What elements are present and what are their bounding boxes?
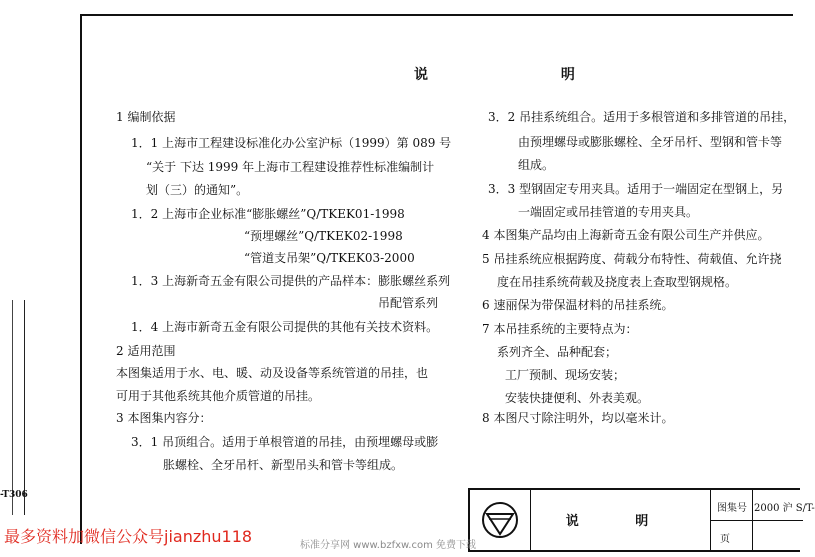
item-1-3-line2: 吊配管系列 <box>378 296 439 310</box>
standard-logo-icon <box>470 490 530 550</box>
item-1-1-line2: “关于 下达 1999 年上海市工程建设推荐性标准编制计 <box>146 160 435 174</box>
item-5-line2: 度在吊挂系统荷载及挠度表上查取型钢规格。 <box>497 275 738 289</box>
item-3-2-line3: 组成。 <box>518 158 555 172</box>
item-3-2-line2: 由预埋螺母或膨胀螺栓、全牙吊杆、型钢和管卡等 <box>518 135 783 149</box>
atlas-no-value-cell <box>753 490 815 521</box>
frame-left-border <box>80 14 82 544</box>
frame-top-border <box>80 14 793 16</box>
item-3-3-line2: 一端固定或吊挂管道的专用夹具。 <box>518 205 699 219</box>
title-block-logo-cell <box>470 490 531 550</box>
title-block-title: 说 明 <box>565 514 675 529</box>
section-2-line1: 本图集适用于水、电、暖、动及设备等系统管道的吊挂，也 <box>116 366 429 380</box>
item-3-2-line1: 3．2 吊挂系统组合。适用于多根管道和多排管道的吊挂， <box>488 110 796 124</box>
item-5-line1: 5 吊挂系统应根据跨度、荷载分布特性、荷载值、允许挠 <box>482 252 782 266</box>
item-7-point2: 工厂预制、现场安装； <box>505 368 626 382</box>
item-1-2-line1: 1．2 上海市企业标准“膨胀螺丝”Q/TKEK01-1998 <box>131 207 405 221</box>
atlas-no-label: 图集号 <box>717 503 747 514</box>
title-block-title-cell <box>530 490 711 550</box>
binding-margin-line <box>12 300 13 515</box>
item-3-1-line2: 胀螺栓、全牙吊杆、新型吊头和管卡等组成。 <box>163 458 404 472</box>
item-1-4: 1．4 上海市新奇五金有限公司提供的其他有关技术资料。 <box>131 320 439 334</box>
item-7-point1: 系列齐全、品种配套； <box>497 345 618 359</box>
section-2-heading: 2 适用范围 <box>116 344 176 358</box>
watermark-wechat: 最多资料加微信公众号jianzhu118 <box>4 527 253 546</box>
item-6: 6 速丽保为带保温材料的吊挂系统。 <box>482 298 674 312</box>
item-8: 8 本图尺寸除注明外，均以毫米计。 <box>482 411 674 425</box>
item-3-3-line1: 3．3 型钢固定专用夹具。适用于一端固定在型钢上，另 <box>488 182 784 196</box>
page-label-cell <box>710 520 753 550</box>
page-title: 说 明 <box>414 67 639 83</box>
page-label: 页 <box>720 534 730 545</box>
section-3-heading: 3 本图集内容分： <box>116 411 212 425</box>
item-1-2-line2: “预埋螺丝”Q/TKEK02-1998 <box>244 229 403 243</box>
item-4: 4 本图集产品均由上海新奇五金有限公司生产并供应。 <box>482 228 770 242</box>
item-1-3-line1: 1．3 上海新奇五金有限公司提供的产品样本：膨胀螺丝系列 <box>131 274 451 288</box>
item-7-point3: 安装快捷便利、外表美观。 <box>505 391 650 405</box>
atlas-no-value: 2000 沪 S/T- <box>754 503 815 514</box>
watermark-site: 标准分享网 www.bzfxw.com 免费下载 <box>300 540 476 551</box>
section-2-line2: 可用于其他系统其他介质管道的吊挂。 <box>116 389 321 403</box>
item-1-1-line3: 划（三）的通知”。 <box>146 183 249 197</box>
item-1-1-line1: 1．1 上海市工程建设标准化办公室沪标（1999）第 089 号 <box>131 136 452 150</box>
item-1-2-line3: “管道支吊架”Q/TKEK03-2000 <box>244 251 415 265</box>
title-block <box>468 488 815 552</box>
item-7-heading: 7 本吊挂系统的主要特点为： <box>482 322 638 336</box>
side-drawing-code: -T306 <box>0 490 28 500</box>
atlas-no-label-cell <box>710 490 753 521</box>
item-3-1-line1: 3．1 吊顶组合。适用于单根管道的吊挂，由预埋螺母或膨 <box>131 435 439 449</box>
section-1-heading: 1 编制依据 <box>116 110 176 124</box>
